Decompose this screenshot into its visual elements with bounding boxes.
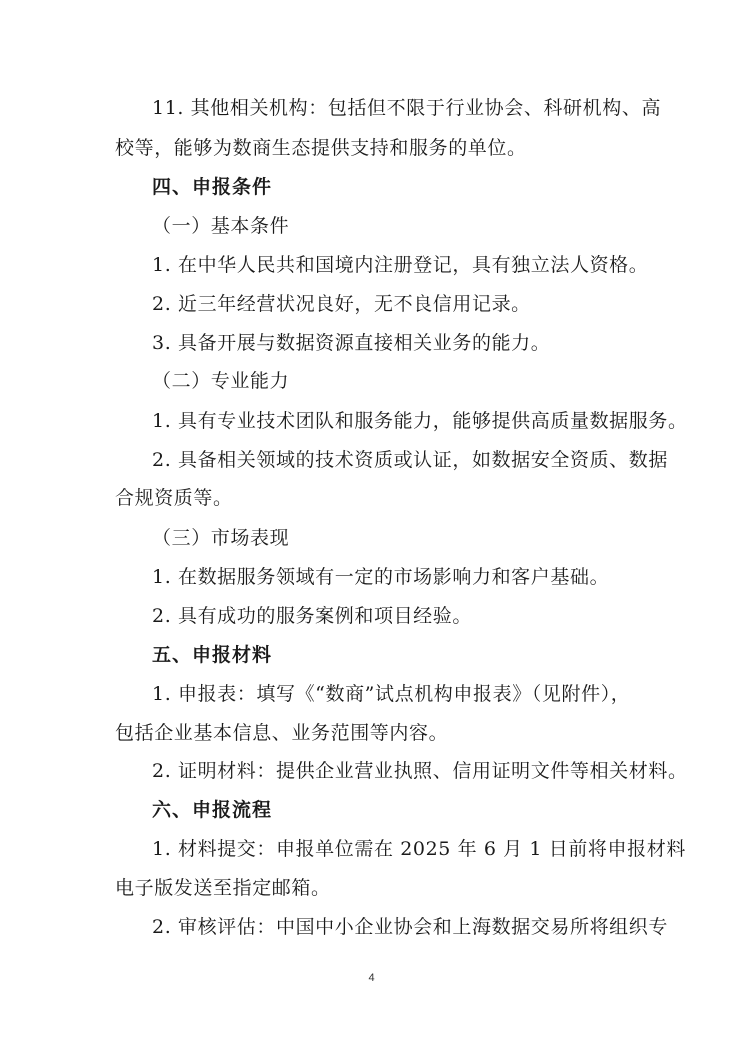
material-1-line-1: 1. 申报表：填写《“数商”试点机构申报表》（见附件）， bbox=[152, 683, 631, 705]
flow-2-line-1: 2. 审核评估：中国中小企业协会和上海数据交易所将组织专 bbox=[152, 916, 668, 938]
section-heading-5: 五、申报材料 bbox=[152, 644, 273, 666]
item-11-line-1: 11. 其他相关机构：包括但不限于行业协会、科研机构、高 bbox=[152, 97, 662, 119]
subheading-professional-ability: （二）专业能力 bbox=[152, 370, 290, 392]
market-performance-1: 1. 在数据服务领域有一定的市场影响力和客户基础。 bbox=[152, 566, 610, 588]
flow-1-line-2: 电子版发送至指定邮箱。 bbox=[115, 877, 331, 899]
material-1-line-2: 包括企业基本信息、业务范围等内容。 bbox=[115, 722, 449, 744]
professional-ability-1: 1. 具有专业技术团队和服务能力，能够提供高质量数据服务。 bbox=[152, 410, 688, 432]
basic-condition-3: 3. 具备开展与数据资源直接相关业务的能力。 bbox=[152, 332, 551, 354]
section-heading-6: 六、申报流程 bbox=[152, 799, 273, 821]
flow-1-line-1: 1. 材料提交：申报单位需在 2025 年 6 月 1 日前将申报材料 bbox=[152, 838, 686, 860]
professional-ability-2-line-1: 2. 具备相关领域的技术资质或认证，如数据安全资质、数据 bbox=[152, 449, 668, 471]
subheading-basic-conditions: （一）基本条件 bbox=[152, 215, 290, 237]
basic-condition-1: 1. 在中华人民共和国境内注册登记，具有独立法人资格。 bbox=[152, 254, 649, 276]
item-11-line-2: 校等，能够为数商生态提供支持和服务的单位。 bbox=[115, 137, 527, 159]
basic-condition-2: 2. 近三年经营状况良好，无不良信用记录。 bbox=[152, 293, 531, 315]
subheading-market-performance: （三）市场表现 bbox=[152, 527, 290, 549]
section-heading-4: 四、申报条件 bbox=[152, 176, 273, 198]
market-performance-2: 2. 具有成功的服务案例和项目经验。 bbox=[152, 605, 472, 627]
page-number: 4 bbox=[368, 972, 375, 984]
material-2: 2. 证明材料：提供企业营业执照、信用证明文件等相关材料。 bbox=[152, 760, 688, 782]
professional-ability-2-line-2: 合规资质等。 bbox=[115, 487, 233, 509]
